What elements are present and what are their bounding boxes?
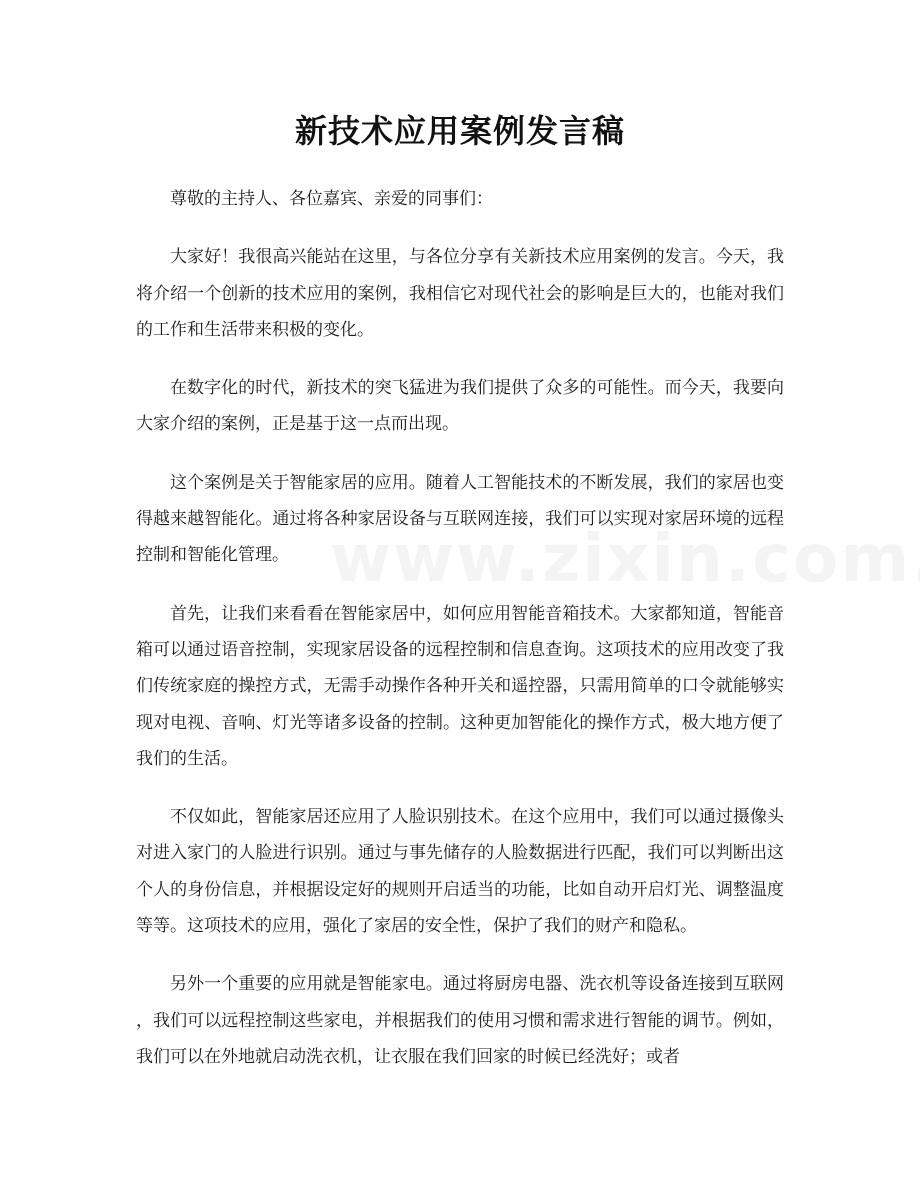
document-title: 新技术应用案例发言稿 [294,112,625,150]
paragraph-smart-home: 这个案例是关于智能家居的应用。随着人工智能技术的不断发展，我们的家居也变得越来越智能化。通过将各种家居设备与互联网连接，我们可以实现对家居环境的远程控制和智能化管理。 [136,472,784,566]
paragraph-greeting: 尊敬的主持人、各位嘉宾、亲爱的同事们： [170,189,493,209]
paragraph-face-recognition: 不仅如此，智能家居还应用了人脸识别技术。在这个应用中，我们可以通过摄像头对进入家门的人脸进行识别。通过与事先储存的人脸数据进行匹配，我们可以判断出这个人的身份信息，并根据设定好的规则开启适当的功能，比如自动开启灯光、调整温度等等。这项技术的应用，强化了家居的安全性，保护了我们的财产和隐私。 [136,807,784,937]
document-body [136,181,784,1097]
paragraph-smart-appliances: 另外一个重要的应用就是智能家电。通过将厨房电器、洗衣机等设备连接到互联网，我们可以远程控制这些家电，并根据我们的使用习惯和需求进行智能的调节。例如，我们可以在外地就启动洗衣机，让衣服在我们回家的时候已经洗好；或者 [136,974,784,1067]
paragraph-smart-speaker: 首先，让我们来看看在智能家居中，如何应用智能音箱技术。大家都知道，智能音箱可以通过语音控制，实现家居设备的远程控制和信息查询。这项技术的应用改变了我们传统家庭的操控方式，无需手动操作各种开关和遥控器，只需用简单的口令就能够实现对电视、音响、灯光等诸多设备的控制。这种更加智能化的操作方式，极大地方便了我们的生活。 [136,603,784,769]
paragraph-introduction: 大家好！我很高兴能站在这里，与各位分享有关新技术应用案例的发言。今天，我将介绍一个创新的技术应用的案例，我相信它对现代社会的影响是巨大的，也能对我们的工作和生活带来积极的变化。 [136,247,784,340]
paragraph-digital-era: 在数字化的时代，新技术的突飞猛进为我们提供了众多的可能性。而今天，我要向大家介绍的案例，正是基于这一点而出现。 [136,378,784,435]
